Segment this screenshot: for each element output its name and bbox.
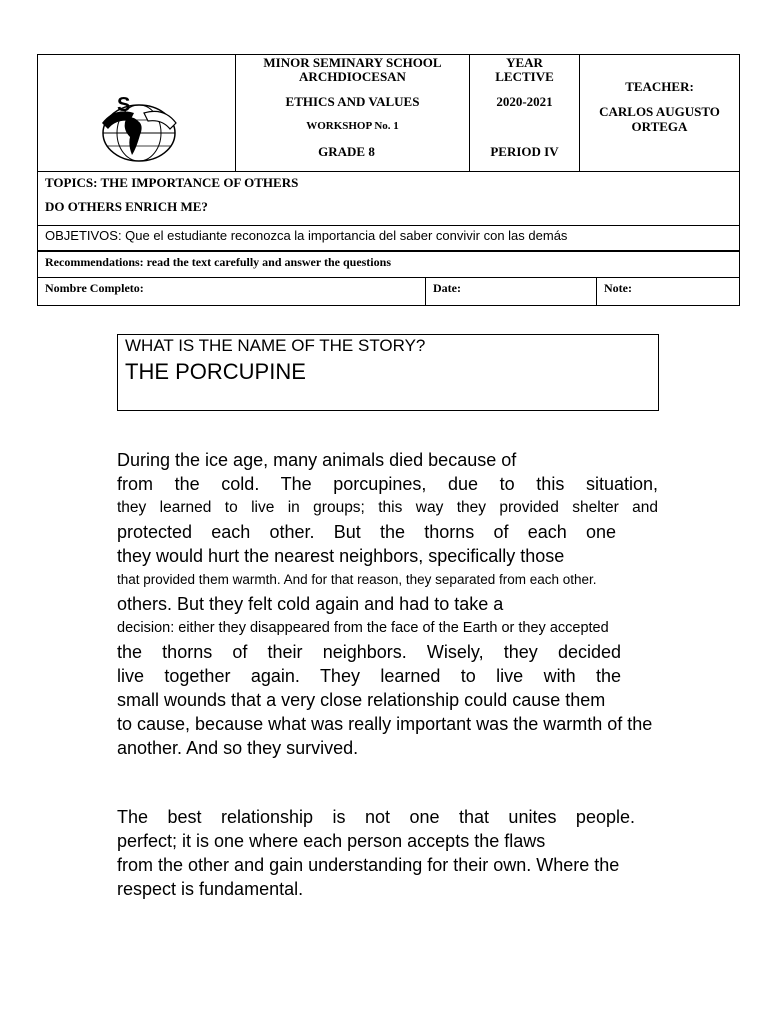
header-table [37, 54, 740, 306]
student-fields-row [38, 278, 739, 305]
year-label-line1: YEAR [506, 55, 543, 70]
story-title: THE PORCUPINE [125, 359, 306, 384]
header-top-row [38, 55, 739, 172]
logo-cell [38, 55, 236, 171]
workshop-number: WORKSHOP No. 1 [306, 120, 399, 132]
paragraph-line: The best relationship is not one that unites people. [117, 807, 635, 827]
paragraph-line: live together again. They learned to live with the [117, 666, 621, 686]
paragraph-line: small wounds that a very close relationship could cause them [117, 690, 606, 710]
recommendations-row [38, 251, 739, 278]
paragraph-line: from the cold. The porcupines, due to this situation, [117, 474, 658, 494]
school-name-line1: MINOR SEMINARY SCHOOL [263, 55, 442, 70]
date-label: Date: [433, 281, 461, 295]
paragraph-line: to cause, because what was really important was the warmth of the [117, 714, 653, 734]
teacher-cell [580, 55, 739, 171]
name-field[interactable] [38, 278, 426, 305]
objetivos-row [38, 226, 739, 251]
story-name-box [117, 334, 659, 411]
school-logo-icon [94, 93, 184, 163]
paragraph-line: from the other and gain understanding for their own. Where the [117, 855, 620, 875]
school-name-line2: ARCHDIOCESAN [299, 69, 406, 84]
paragraph-line: perfect; it is one where each person accepts the flaws [117, 831, 546, 851]
paragraph-line: others. But they felt cold again and had to take a [117, 594, 504, 614]
logo-letter: S [117, 94, 131, 116]
paragraph-line: During the ice age, many animals died because of [117, 450, 517, 470]
teacher-label: TEACHER: [625, 79, 694, 94]
topic-line1: TOPICS: THE IMPORTANCE OF OTHERS [45, 175, 299, 190]
recommendations-text: Recommendations: read the text carefully and answer the questions [45, 255, 391, 269]
year-cell [470, 55, 580, 171]
paragraph-line: they learned to live in groups; this way they provided shelter and [117, 499, 658, 516]
paragraph-line: respect is fundamental. [117, 879, 304, 899]
paragraph-line: another. And so they survived. [117, 738, 359, 758]
topics-row [38, 172, 739, 226]
school-year-value: 2020-2021 [496, 94, 553, 109]
paragraph-line: protected each other. But the thorns of each one [117, 522, 616, 542]
teacher-name-line2: ORTEGA [631, 119, 688, 134]
paragraph-line: that provided them warmth. And for that reason, they separated from each other. [117, 572, 597, 587]
school-cell [236, 55, 470, 171]
grade-label: GRADE 8 [318, 144, 375, 159]
objetivos-text: OBJETIVOS: Que el estudiante reconozca la importancia del saber convivir con las demás [45, 228, 568, 243]
teacher-name-line1: CARLOS AUGUSTO [599, 104, 720, 119]
year-label-line2: LECTIVE [495, 69, 554, 84]
subject-title: ETHICS AND VALUES [285, 94, 420, 109]
paragraph-line: they would hurt the nearest neighbors, specifically those [117, 546, 565, 566]
paragraph-line: the thorns of their neighbors. Wisely, they decided [117, 642, 621, 662]
period-label: PERIOD IV [490, 144, 559, 159]
story-paragraph-2 [117, 805, 635, 901]
name-label: Nombre Completo: [45, 281, 144, 295]
note-field[interactable] [597, 278, 739, 305]
paragraph-line: decision: either they disappeared from the face of the Earth or they accepted [117, 620, 609, 636]
topic-line2: DO OTHERS ENRICH ME? [45, 199, 208, 214]
note-label: Note: [604, 281, 632, 295]
story-paragraph-1 [117, 448, 658, 760]
date-field[interactable] [426, 278, 597, 305]
story-question: WHAT IS THE NAME OF THE STORY? [125, 336, 426, 355]
